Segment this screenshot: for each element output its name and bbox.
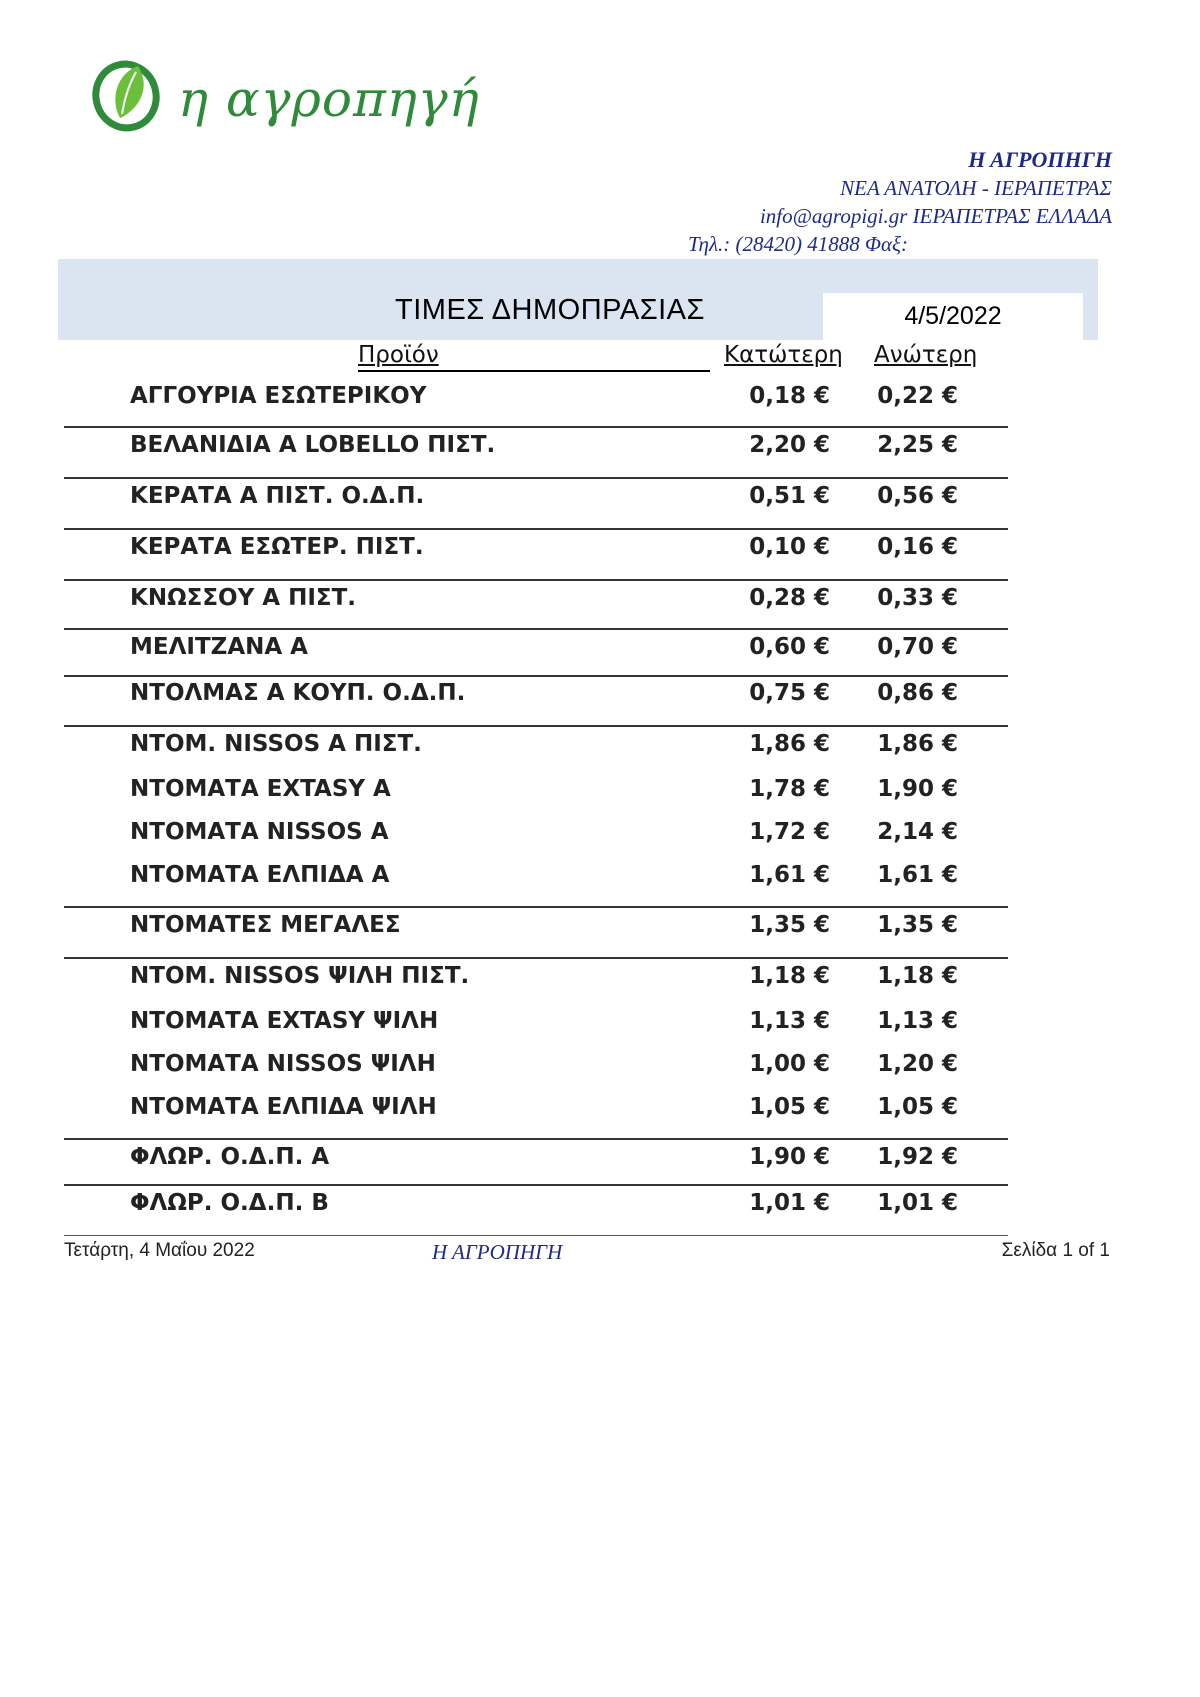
product-name: ΝΤΟΛΜΑΣ Α ΚΟΥΠ. Ο.Δ.Π. [130,680,466,706]
low-price: 1,86 € [749,731,830,757]
product-name: ΝΤΟΜΑΤΑ EXTASY ΨΙΛΗ [130,1008,439,1034]
high-price: 0,33 € [877,585,958,611]
low-price: 1,90 € [749,1144,830,1170]
row-divider [64,1138,1008,1140]
high-price: 1,18 € [877,963,958,989]
product-name: ΒΕΛΑΝΙΔΙΑ Α LOBELLO ΠΙΣΤ. [130,432,496,458]
high-price: 0,56 € [877,483,958,509]
high-price: 0,16 € [877,534,958,560]
high-price: 0,70 € [877,634,958,660]
table-row [0,432,1200,462]
product-name: ΝΤΟΜ. NISSOS Α ΠΙΣΤ. [130,731,422,757]
row-divider [64,426,1008,428]
row-divider [64,1184,1008,1186]
low-price: 0,18 € [749,383,830,409]
report-date: 4/5/2022 [904,302,1002,330]
low-price: 0,60 € [749,634,830,660]
product-name: ΝΤΟΜΑΤΕΣ ΜΕΓΑΛΕΣ [130,912,401,938]
table-row [0,680,1200,710]
low-price: 1,18 € [749,963,830,989]
high-price: 2,14 € [877,819,958,845]
column-header-high: Ανώτερη [874,342,978,368]
product-name: ΝΤΟΜΑΤΑ ΕΛΠΙΔΑ ΨΙΛΗ [130,1094,437,1120]
low-price: 0,51 € [749,483,830,509]
table-row [0,534,1200,564]
row-divider [64,957,1008,959]
row-divider [64,906,1008,908]
company-phone: Τηλ.: (28420) 41888 Φαξ: [688,232,909,256]
table-row [0,1008,1200,1038]
company-email: info@agropigi.gr ΙΕΡΑΠΕΤΡΑΣ ΕΛΛΑΔΑ [759,204,1112,228]
high-price: 1,13 € [877,1008,958,1034]
product-name: ΦΛΩΡ. Ο.Δ.Π. Β [130,1190,329,1216]
product-name: ΝΤΟΜΑΤΑ ΕΛΠΙΔΑ Α [130,862,390,888]
low-price: 1,00 € [749,1051,830,1077]
column-header-product: Προϊόν [358,342,439,368]
row-divider [64,675,1008,677]
company-address: ΝΕΑ ΑΝΑΤΟΛΗ - ΙΕΡΑΠΕΤΡΑΣ [840,176,1112,200]
product-name: ΝΤΟΜΑΤΑ NISSOS ΨΙΛΗ [130,1051,436,1077]
table-row [0,1094,1200,1124]
high-price: 1,61 € [877,862,958,888]
footer-date: Τετάρτη, 4 Μαΐου 2022 [64,1240,255,1261]
low-price: 0,28 € [749,585,830,611]
product-name: ΚΕΡΑΤΑ ΕΣΩΤΕΡ. ΠΙΣΤ. [130,534,424,560]
table-row [0,912,1200,942]
product-name: ΑΓΓΟΥΡΙΑ ΕΣΩΤΕΡΙΚΟΥ [130,383,427,409]
table-row [0,1144,1200,1174]
low-price: 1,01 € [749,1190,830,1216]
high-price: 1,01 € [877,1190,958,1216]
logo-text: η αγροπηγή [178,70,480,128]
product-name: ΦΛΩΡ. Ο.Δ.Π. Α [130,1144,330,1170]
row-divider [64,725,1008,727]
column-header-low: Κατώτερη [724,342,843,368]
low-price: 1,05 € [749,1094,830,1120]
product-name: ΜΕΛΙΤΖΑΝΑ Α [130,634,308,660]
product-name: ΚΕΡΑΤΑ Α ΠΙΣΤ. Ο.Δ.Π. [130,483,425,509]
table-row [0,963,1200,993]
low-price: 0,10 € [749,534,830,560]
high-price: 1,20 € [877,1051,958,1077]
product-name: ΝΤΟΜ. NISSOS ΨΙΛΗ ΠΙΣΤ. [130,963,470,989]
table-row [0,1190,1200,1220]
table-row [0,819,1200,849]
high-price: 2,25 € [877,432,958,458]
company-name: Η ΑΓΡΟΠΗΓΗ [968,147,1112,172]
high-price: 1,05 € [877,1094,958,1120]
footer-divider [64,1235,1008,1236]
high-price: 1,86 € [877,731,958,757]
footer-page-number: Σελίδα 1 of 1 [1001,1240,1110,1261]
high-price: 0,86 € [877,680,958,706]
report-title: ΤΙΜΕΣ ΔΗΜΟΠΡΑΣΙΑΣ [395,294,705,326]
table-row [0,634,1200,664]
row-divider [64,628,1008,630]
table-row [0,585,1200,615]
low-price: 1,61 € [749,862,830,888]
product-name: ΝΤΟΜΑΤΑ EXTASY Α [130,776,391,802]
row-divider [64,477,1008,479]
low-price: 1,35 € [749,912,830,938]
row-divider [64,579,1008,581]
high-price: 0,22 € [877,383,958,409]
low-price: 1,13 € [749,1008,830,1034]
table-row [0,1051,1200,1081]
table-row [0,862,1200,892]
low-price: 2,20 € [749,432,830,458]
table-row [0,776,1200,806]
row-divider [64,528,1008,530]
table-row [0,383,1200,413]
table-row [0,483,1200,513]
low-price: 0,75 € [749,680,830,706]
product-name: ΚΝΩΣΣΟΥ Α ΠΙΣΤ. [130,585,357,611]
high-price: 1,92 € [877,1144,958,1170]
high-price: 1,90 € [877,776,958,802]
footer-company: Η ΑΓΡΟΠΗΓΗ [432,1240,563,1264]
low-price: 1,72 € [749,819,830,845]
low-price: 1,78 € [749,776,830,802]
table-row [0,731,1200,761]
high-price: 1,35 € [877,912,958,938]
product-name: ΝΤΟΜΑΤΑ NISSOS Α [130,819,389,845]
